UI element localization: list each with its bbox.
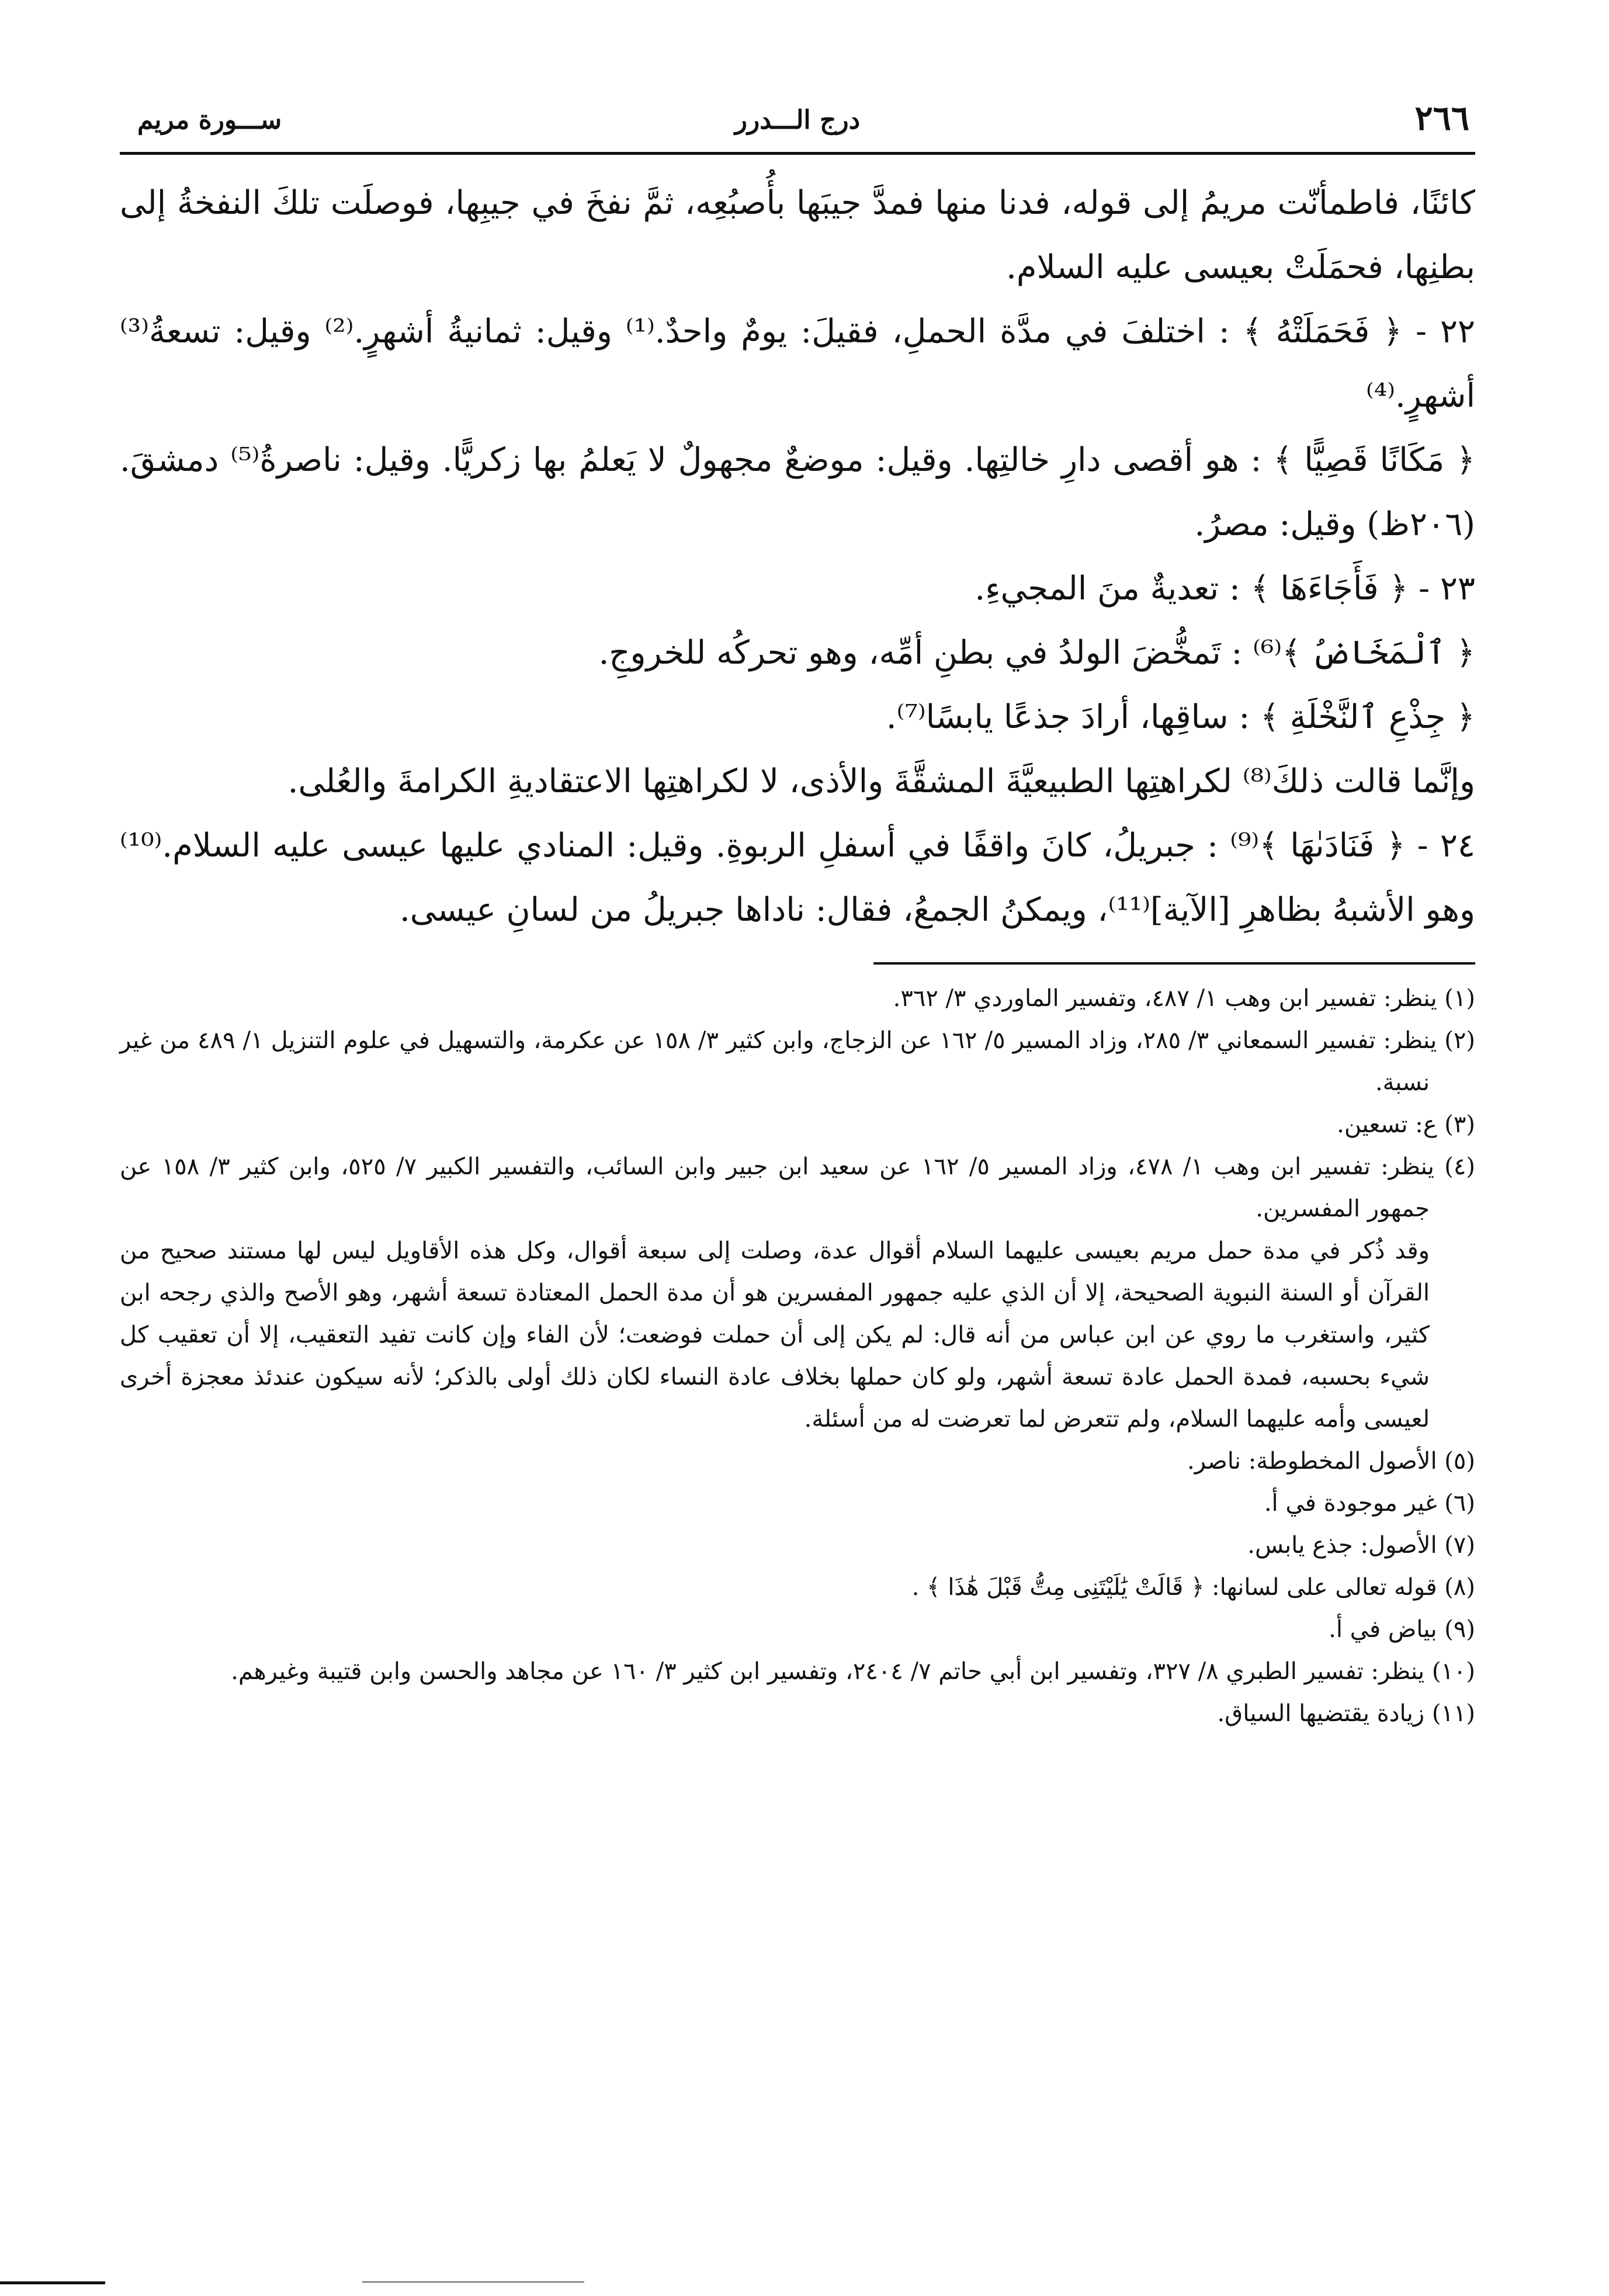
paragraph: ٢٤ - ﴿ فَنَادَىٰهَا ﴾⁽⁹⁾ : جبريلُ، كانَ واقفًا في أسفلِ الربوةِ. وقيل: المنادي عليها عيسى عليه السلام.⁽¹⁰⁾ وهو الأشبهُ بظاهرِ [الآية]⁽¹¹⁾، ويمكنُ الجمعُ، فقال: ناداها جبريلُ من لسانِ عيسى. <box>120 827 1475 929</box>
paragraph: ٢٣ - ﴿ فَأَجَاءَهَا ﴾ : تعديةٌ منَ المجيءِ. <box>975 570 1475 608</box>
surah-name: ســـورة مريم <box>137 105 282 135</box>
footnote: (١١) زيادة يقتضيها السياق. <box>1217 1700 1475 1727</box>
footnote: (٣) ع: تسعين. <box>1337 1111 1475 1138</box>
footnote: (٦) غير موجودة في أ. <box>1264 1490 1475 1517</box>
scan-edge-mark <box>0 2281 105 2284</box>
main-text <box>120 171 1475 942</box>
running-header <box>120 93 1475 155</box>
footnote: (١٠) ينظر: تفسير الطبري ٨/ ٣٢٧، وتفسير ابن أبي حاتم ٧/ ٢٤٠٤، وتفسير ابن كثير ٣/ ١٦٠ عن مجاهد والحسن وابن قتيبة وغيرهم. <box>231 1658 1475 1685</box>
book-page <box>120 93 1475 1735</box>
footnote: (٥) الأصول المخطوطة: ناصر. <box>1187 1448 1475 1475</box>
scan-edge-mark <box>362 2281 584 2283</box>
footnote: (٩) بياض في أ. <box>1329 1616 1475 1643</box>
footnote: (١) ينظر: تفسير ابن وهب ١/ ٤٨٧، وتفسير الماوردي ٣/ ٣٦٢. <box>893 985 1475 1012</box>
footnote: (٤) ينظر: تفسير ابن وهب ١/ ٤٧٨، وزاد المسير ٥/ ١٦٢ عن سعيد ابن جبير وابن السائب، والتفسير الكبير ٧/ ٥٢٥، وابن كثير ٣/ ١٥٨ عن جمهور المفسرين. <box>120 1153 1476 1222</box>
footnote: (٨) قوله تعالى على لسانها: ﴿ قَالَتْ يَٰلَيْتَنِى مِتُّ قَبْلَ هَٰذَا ﴾ . <box>911 1574 1475 1601</box>
paragraph: ٢٢ - ﴿ فَحَمَلَتْهُ ﴾ : اختلفَ في مدَّة الحملِ، فقيلَ: يومٌ واحدٌ.⁽¹⁾ وقيل: ثمانيةُ أشهرٍ.⁽²⁾ وقيل: تسعةُ⁽³⁾ أشهرٍ.⁽⁴⁾ <box>120 313 1475 415</box>
footnote: (٢) ينظر: تفسير السمعاني ٣/ ٢٨٥، وزاد المسير ٥/ ١٦٢ عن الزجاج، وابن كثير ٣/ ١٥٨ عن عكرمة، والتسهيل في علوم التنزيل ١/ ٤٨٩ من غير نسبة. <box>120 1027 1475 1096</box>
paragraph: ﴿ مَكَانًا قَصِيًّا ﴾ : هو أقصى دارِ خالتِها. وقيل: موضعٌ مجهولٌ لا يَعلمُ بها زكريًّا. وقيل: ناصرةُ⁽⁵⁾ دمشقَ. (٢٠٦ظ) وقيل: مصرُ. <box>120 441 1476 543</box>
footnote-divider <box>873 962 1475 965</box>
footnote-commentary: وقد ذُكر في مدة حمل مريم بعيسى عليهما السلام أقوال عدة، وصلت إلى سبعة أقوال، وكل هذه الأقاويل ليس لها مستند صحيح من القرآن أو السنة النبوية الصحيحة، إلا أن الذي عليه جمهور المفسرين هو أن مدة الحمل المعتادة تسعة أشهر، وهو الأصح والذي رجحه ابن كثير، واستغرب ما روي عن ابن عباس من أنه قال: لم يكن إلى أن حملت فوضعت؛ لأن الفاء وإن كانت تفيد التعقيب، إلا أن تعقيب كل شيء بحسبه، فمدة الحمل عادة تسعة أشهر، ولو كان حملها بخلاف عادة النساء لكان ذلك أولى بالذكر؛ لأنه سيكون عندئذ معجزة أخرى لعيسى وأمه عليهما السلام، ولم تتعرض لما تعرضت له من أسئلة. <box>120 1237 1430 1433</box>
paragraph: ﴿ جِذْعِ ٱلنَّخْلَةِ ﴾ : ساقِها، أرادَ جذعًا يابسًا⁽⁷⁾. <box>886 698 1475 736</box>
paragraph: وإنَّما قالت ذلكَ⁽⁸⁾ لكراهتِها الطبيعيَّةَ المشقَّةَ والأذى، لا لكراهتِها الاعتقاديةِ الكرامةَ والعُلى. <box>287 762 1475 800</box>
paragraph: كائنًا، فاطمأنّت مريمُ إلى قوله، فدنا منها فمدَّ جيبَها بأُصبُعِه، ثمَّ نفخَ في جيبِها، فوصلَت تلكَ النفخةُ إلى بطنِها، فحمَلَتْ بعيسى عليه السلام. <box>120 184 1475 286</box>
paragraph: ﴿ ٱلْمَخَاضُ ﴾⁽⁶⁾ : تَمخُّضَ الولدُ في بطنِ أمِّه، وهو تحركُه للخروجِ. <box>598 634 1475 672</box>
page-number: ٢٦٦ <box>1414 98 1469 138</box>
footnotes <box>120 977 1475 1735</box>
footnote: (٧) الأصول: جذع يابس. <box>1247 1532 1475 1559</box>
book-title: درج الـــدرر <box>734 105 861 135</box>
